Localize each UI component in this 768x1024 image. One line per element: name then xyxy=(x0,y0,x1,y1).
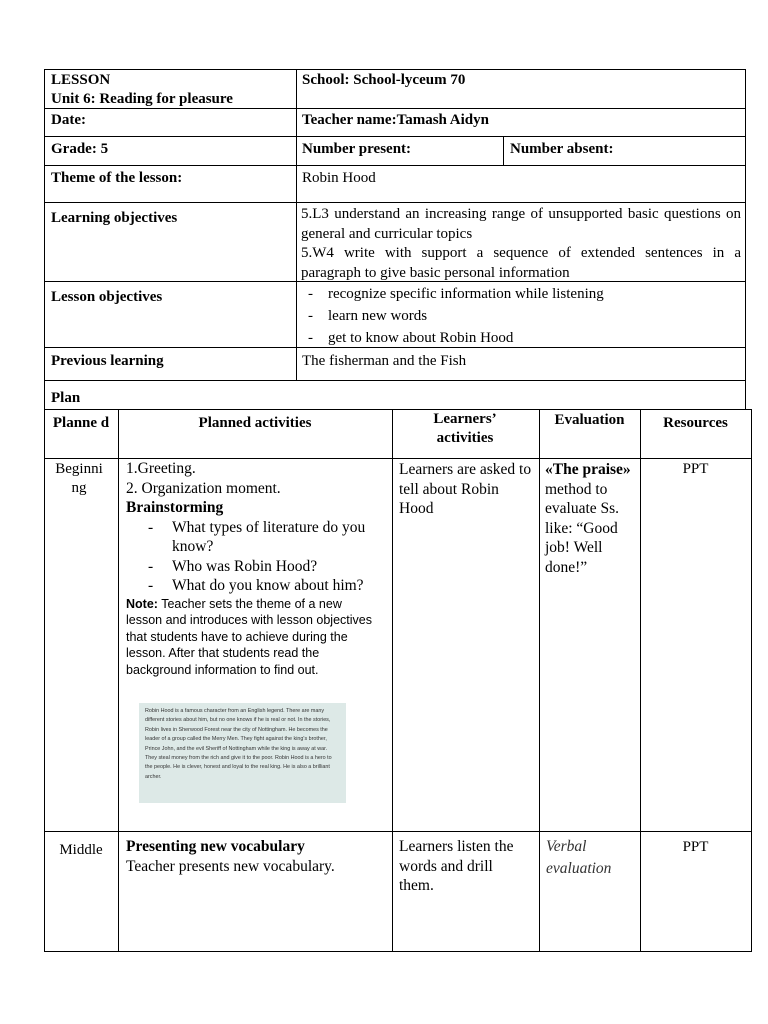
header-resources: Resources xyxy=(663,415,728,431)
date-label: Date: xyxy=(51,112,86,128)
header-planned-activities: Planned activities xyxy=(198,415,312,431)
unit-title: Unit 6: Reading for pleasure xyxy=(51,91,233,107)
table-border-right xyxy=(745,69,746,410)
praise-title: «The praise» xyxy=(545,461,631,478)
plan-col-line xyxy=(392,409,393,952)
plan-col-line xyxy=(118,409,119,952)
plan-col-line xyxy=(751,409,752,952)
brainstorming-question: - What types of literature do you know? xyxy=(126,518,388,557)
stage-middle: Middle xyxy=(59,842,103,858)
plan-row-divider xyxy=(44,831,752,832)
planned-activities-middle xyxy=(126,837,388,876)
lesson-objective-item: - learn new words xyxy=(304,305,744,327)
learning-objectives-label: Learning objectives xyxy=(51,210,178,226)
row-divider xyxy=(44,165,746,166)
plan-table-top xyxy=(44,409,752,410)
row-divider xyxy=(44,136,746,137)
column-divider xyxy=(296,69,297,381)
vocabulary-title: Presenting new vocabulary xyxy=(126,838,305,855)
table-border-top xyxy=(44,69,746,70)
stage-beginning: Beginni ng xyxy=(55,461,103,496)
theme-value: Robin Hood xyxy=(302,170,376,186)
praise-text: method to evaluate Ss. like: “Good job! Well done!” xyxy=(545,480,620,576)
plan-col-line xyxy=(539,409,540,952)
grade-label: Grade: 5 xyxy=(51,141,109,157)
vocabulary-text: Teacher presents new vocabulary. xyxy=(126,857,335,875)
header-learners-activities: Learners’ activities xyxy=(433,411,497,446)
lesson-objective-item: - get to know about Robin Hood xyxy=(304,327,744,349)
plan-table-bottom xyxy=(44,951,752,952)
theme-label: Theme of the lesson: xyxy=(51,170,183,186)
resources-beginning: PPT xyxy=(682,461,709,477)
plan-col-line xyxy=(44,380,45,952)
header-stage: Planne d xyxy=(52,415,110,431)
brainstorming-question: - Who was Robin Hood? xyxy=(126,557,388,577)
brainstorming-questions xyxy=(126,518,388,596)
school-name: School: School-lyceum 70 xyxy=(302,72,466,88)
row-divider xyxy=(44,380,746,381)
greeting-step: 1.Greeting. xyxy=(126,460,196,477)
evaluation-beginning xyxy=(545,460,637,577)
teacher-note xyxy=(126,596,376,679)
learners-activities-beginning: Learners are asked to tell about Robin Hood xyxy=(399,461,532,517)
lesson-objective-item: - recognize specific information while listening xyxy=(304,283,744,305)
learners-activities-middle: Learners listen the words and drill them. xyxy=(399,838,514,894)
brainstorming-title: Brainstorming xyxy=(126,499,224,516)
brainstorming-question: - What do you know about him? xyxy=(126,576,388,596)
lesson-label: LESSON xyxy=(51,72,111,88)
plan-label: Plan xyxy=(51,390,81,406)
planned-activities-beginning xyxy=(126,459,388,678)
header-evaluation: Evaluation xyxy=(554,412,625,428)
lesson-objectives-list xyxy=(304,283,744,349)
number-absent-label: Number absent: xyxy=(510,141,614,157)
previous-learning-label: Previous learning xyxy=(51,353,164,369)
resources-middle: PPT xyxy=(682,839,709,855)
note-label: Note: xyxy=(126,596,158,611)
learning-objectives-value xyxy=(301,205,741,283)
robin-hood-text-image: Robin Hood is a famous character from an English legend. There are many different stories about him, but no one knows if he is real or not. In the stories, Robin lives in Sherwood Forest near the city of Nottingham. He becomes the leader of a group called the Merry Men. They fight against the king's brother, Prince John, and the evil Sheriff of Nottingham while the king is away at war. They steal money from the rich and give it to the poor. Robin Hood is a hero to the people. He is clever, honest and loyal to the real king. He is also a brilliant archer. xyxy=(139,703,346,803)
lesson-heading xyxy=(51,71,291,109)
learning-objective-2: 5.W4 write with support a sequence of extended sentences in a paragraph to give basic personal information xyxy=(301,245,741,281)
evaluation-middle: Verbal evaluation xyxy=(546,838,612,877)
row-divider xyxy=(44,202,746,203)
organization-step: 2. Organization moment. xyxy=(126,479,281,497)
previous-learning-value: The fisherman and the Fish xyxy=(302,353,467,369)
plan-col-line xyxy=(640,409,641,952)
table-border-left xyxy=(44,69,45,410)
teacher-name: Teacher name:Tamash Aidyn xyxy=(302,112,489,128)
lesson-objectives-label: Lesson objectives xyxy=(51,289,163,305)
note-text: Teacher sets the theme of a new lesson and introduces with lesson objectives that students have to achieve during the lesson. After that students read the background information to find out. xyxy=(126,596,372,677)
column-divider xyxy=(503,136,504,165)
learning-objective-1: 5.L3 understand an increasing range of unsupported basic questions on general and curricular topics xyxy=(301,206,741,242)
number-present-label: Number present: xyxy=(302,141,412,157)
